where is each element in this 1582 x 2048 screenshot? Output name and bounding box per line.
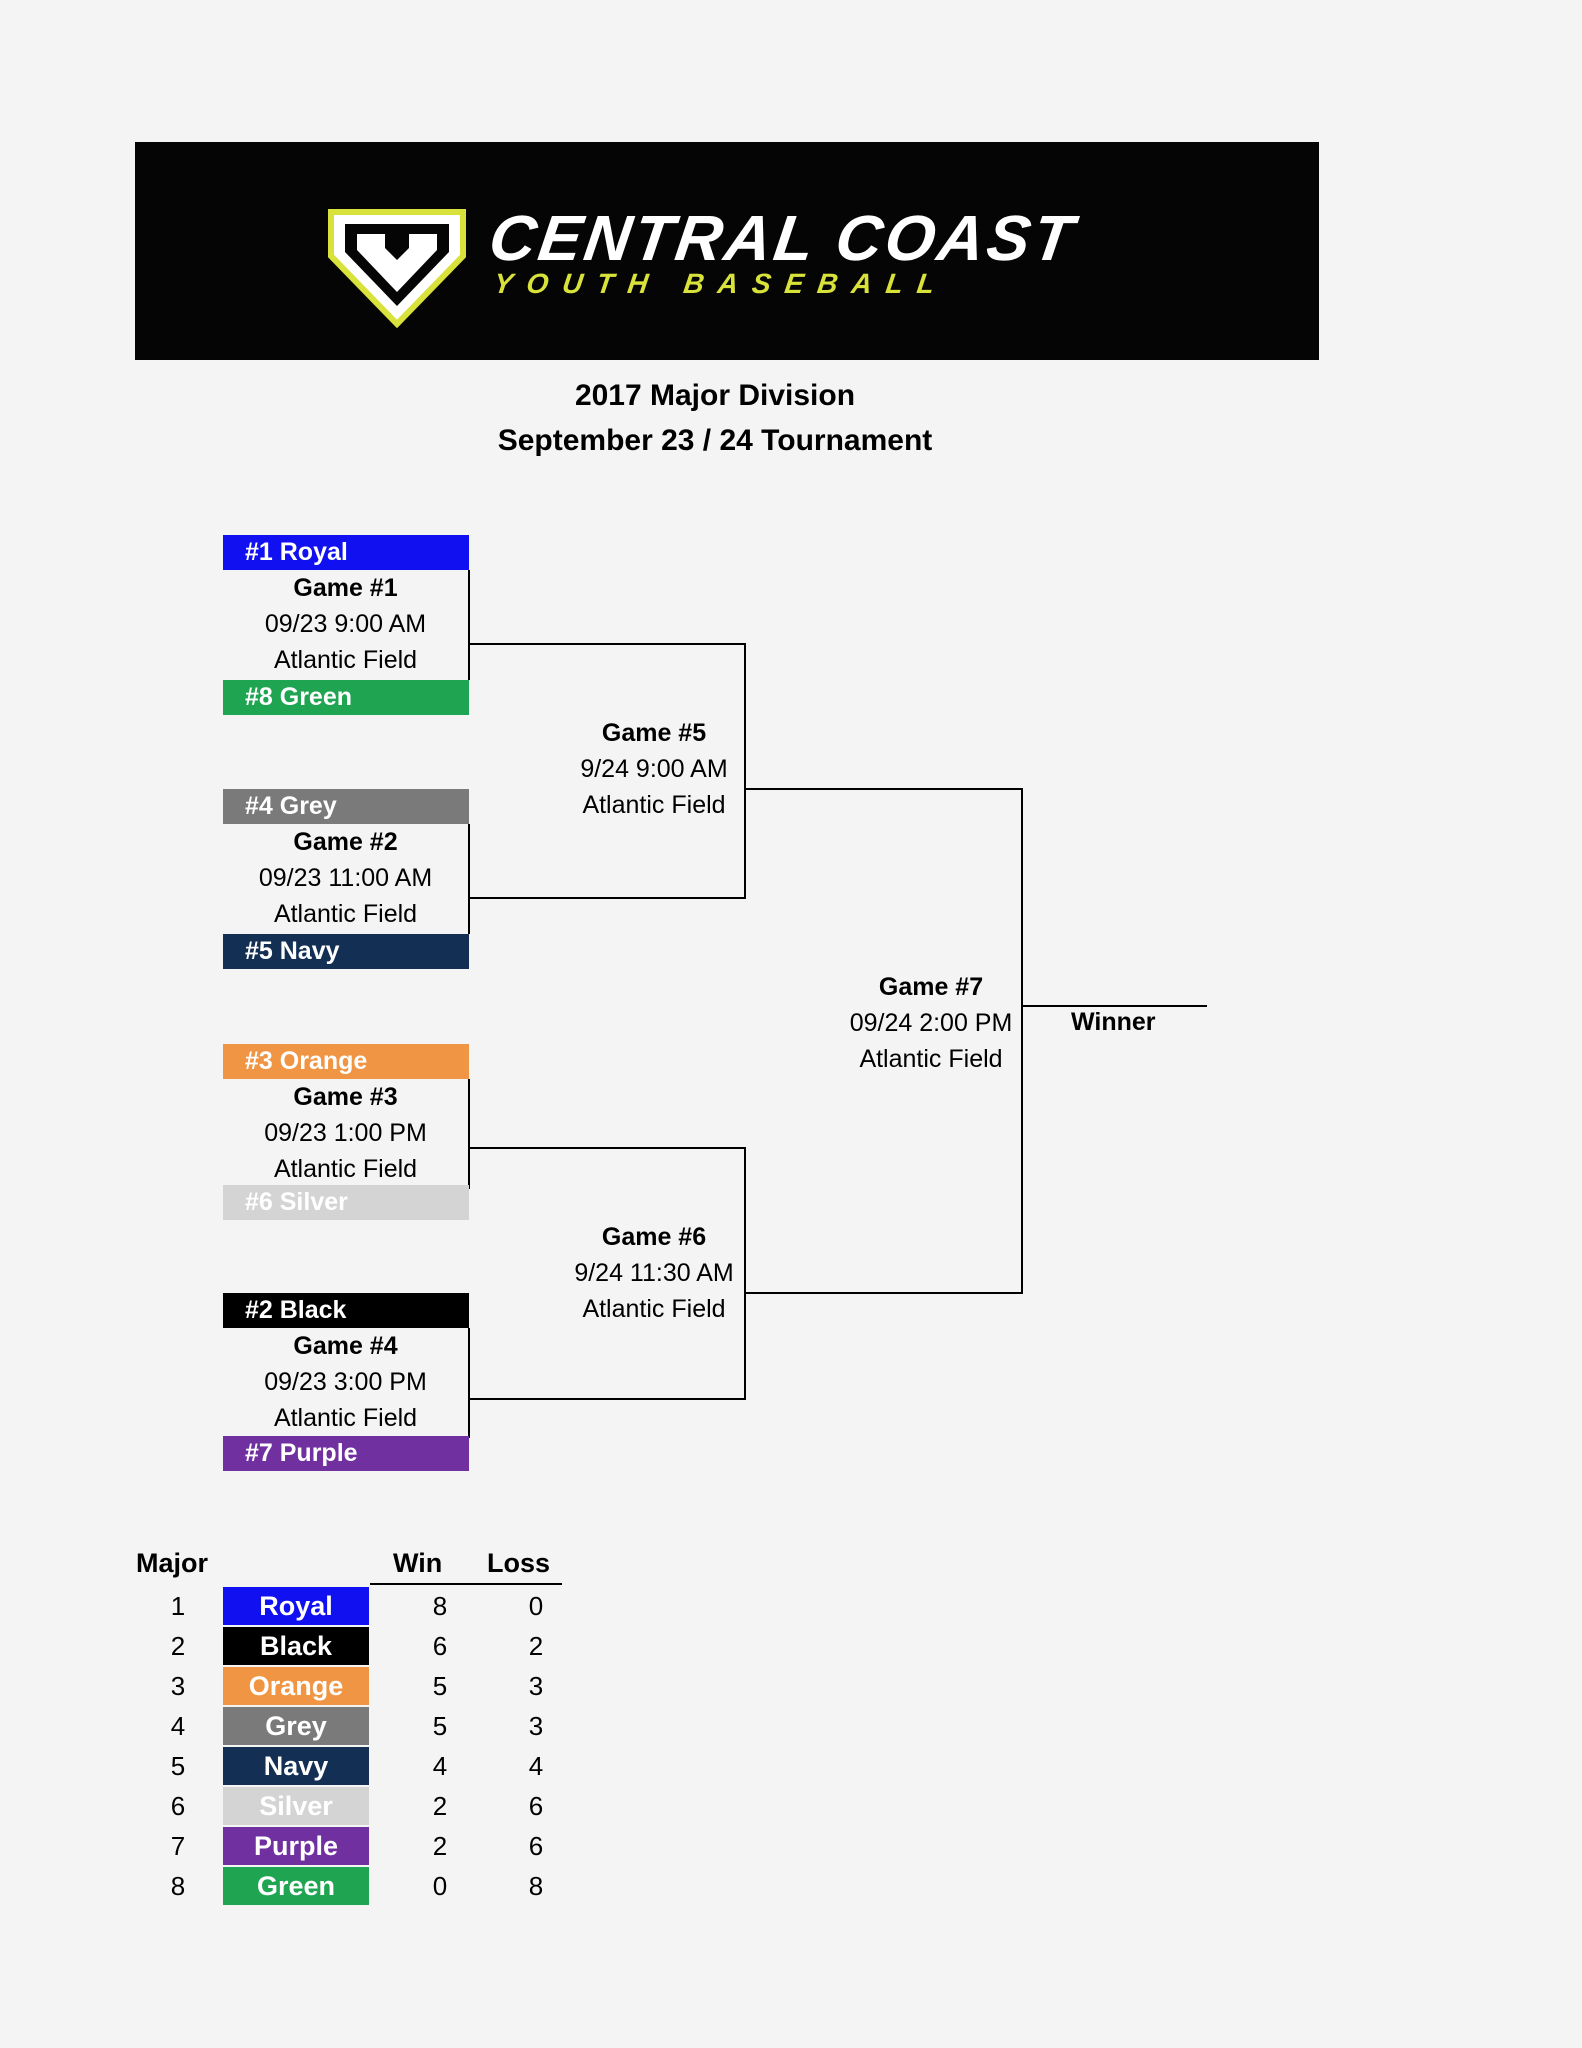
game-5-info xyxy=(544,715,764,823)
standings-loss: 8 xyxy=(528,1871,544,1901)
bracket-team-seed-8: #8 Green xyxy=(223,680,469,715)
game-label: Game #7 xyxy=(878,973,984,1001)
game-1-box xyxy=(223,570,470,680)
standings-rank: 3 xyxy=(170,1671,186,1701)
bracket-team-seed-5: #5 Navy xyxy=(223,934,469,969)
game-label: Game #6 xyxy=(601,1223,707,1251)
standings-team: Royal xyxy=(223,1587,369,1625)
standings-rank: 8 xyxy=(170,1871,186,1901)
game-field: Atlantic Field xyxy=(582,791,726,819)
game-3-box xyxy=(223,1079,470,1189)
game-time: 9/24 9:00 AM xyxy=(580,755,728,783)
game-7-info xyxy=(821,969,1041,1077)
standings-team: Navy xyxy=(223,1747,369,1785)
connector-line xyxy=(469,897,746,899)
standings-win: 6 xyxy=(432,1631,448,1661)
standings-team: Orange xyxy=(223,1667,369,1705)
game-6-info xyxy=(544,1219,764,1327)
standings-loss: 2 xyxy=(528,1631,544,1661)
game-field: Atlantic Field xyxy=(859,1045,1003,1073)
game-field: Atlantic Field xyxy=(582,1295,726,1323)
game-field: Atlantic Field xyxy=(273,646,418,674)
connector-line xyxy=(469,643,746,645)
standings-win: 5 xyxy=(432,1711,448,1741)
standings-win: 2 xyxy=(432,1791,448,1821)
standings-rank: 6 xyxy=(170,1791,186,1821)
standings-team: Purple xyxy=(223,1827,369,1865)
page-subtitle: September 23 / 24 Tournament xyxy=(497,424,933,457)
game-time: 09/23 9:00 AM xyxy=(264,610,427,638)
standings-loss: 4 xyxy=(528,1751,544,1781)
standings-win: 2 xyxy=(432,1831,448,1861)
logo-wordmark: CENTRAL COAST xyxy=(484,202,1081,274)
game-time: 9/24 11:30 AM xyxy=(574,1259,734,1287)
standings-rank: 2 xyxy=(170,1631,186,1661)
game-field: Atlantic Field xyxy=(273,1155,418,1183)
standings-rank: 5 xyxy=(170,1751,186,1781)
standings-loss: 6 xyxy=(528,1831,544,1861)
standings-loss: 3 xyxy=(528,1711,544,1741)
standings-rank: 4 xyxy=(170,1711,186,1741)
bracket-team-seed-1: #1 Royal xyxy=(223,535,469,570)
standings-header-division: Major xyxy=(136,1548,209,1578)
bracket-team-seed-3: #3 Orange xyxy=(223,1044,469,1079)
standings-win: 8 xyxy=(432,1591,448,1621)
standings-team: Black xyxy=(223,1627,369,1665)
shield-logo-icon xyxy=(323,204,471,330)
standings-win: 5 xyxy=(432,1671,448,1701)
game-time: 09/24 2:00 PM xyxy=(849,1009,1013,1037)
connector-line xyxy=(744,1292,1023,1294)
logo-subtitle: YOUTH BASEBALL xyxy=(491,268,951,299)
connector-line xyxy=(744,788,1023,790)
connector-line xyxy=(469,1147,746,1149)
bracket-team-seed-4: #4 Grey xyxy=(223,789,469,824)
game-label: Game #5 xyxy=(601,719,707,747)
game-label: Game #1 xyxy=(293,574,398,602)
standings-rank: 1 xyxy=(170,1591,186,1621)
standings-team: Grey xyxy=(223,1707,369,1745)
game-label: Game #2 xyxy=(293,828,398,856)
bracket-team-seed-2: #2 Black xyxy=(223,1293,469,1328)
game-4-box xyxy=(223,1328,470,1438)
standings-loss: 3 xyxy=(528,1671,544,1701)
game-time: 09/23 3:00 PM xyxy=(264,1368,427,1396)
standings-header-loss: Loss xyxy=(487,1548,551,1578)
game-time: 09/23 1:00 PM xyxy=(264,1119,427,1147)
game-field: Atlantic Field xyxy=(273,900,418,928)
standings-team: Silver xyxy=(223,1787,369,1825)
standings-rank: 7 xyxy=(170,1831,186,1861)
game-time: 09/23 11:00 AM xyxy=(258,864,433,892)
standings-header-win: Win xyxy=(393,1548,443,1578)
standings-loss: 0 xyxy=(528,1591,544,1621)
winner-label: Winner xyxy=(1071,1008,1156,1036)
game-field: Atlantic Field xyxy=(273,1404,418,1432)
connector-line xyxy=(469,1398,746,1400)
standings-win: 4 xyxy=(432,1751,448,1781)
winner-line xyxy=(1021,1005,1207,1007)
standings-win: 0 xyxy=(432,1871,448,1901)
page-title: 2017 Major Division xyxy=(574,379,856,412)
standings-loss: 6 xyxy=(528,1791,544,1821)
game-label: Game #4 xyxy=(293,1332,398,1360)
standings-header-rule xyxy=(370,1583,562,1585)
standings-team: Green xyxy=(223,1867,369,1905)
bracket-team-seed-7: #7 Purple xyxy=(223,1436,469,1471)
bracket-team-seed-6: #6 Silver xyxy=(223,1185,469,1220)
game-2-box xyxy=(223,824,470,934)
game-label: Game #3 xyxy=(293,1083,398,1111)
